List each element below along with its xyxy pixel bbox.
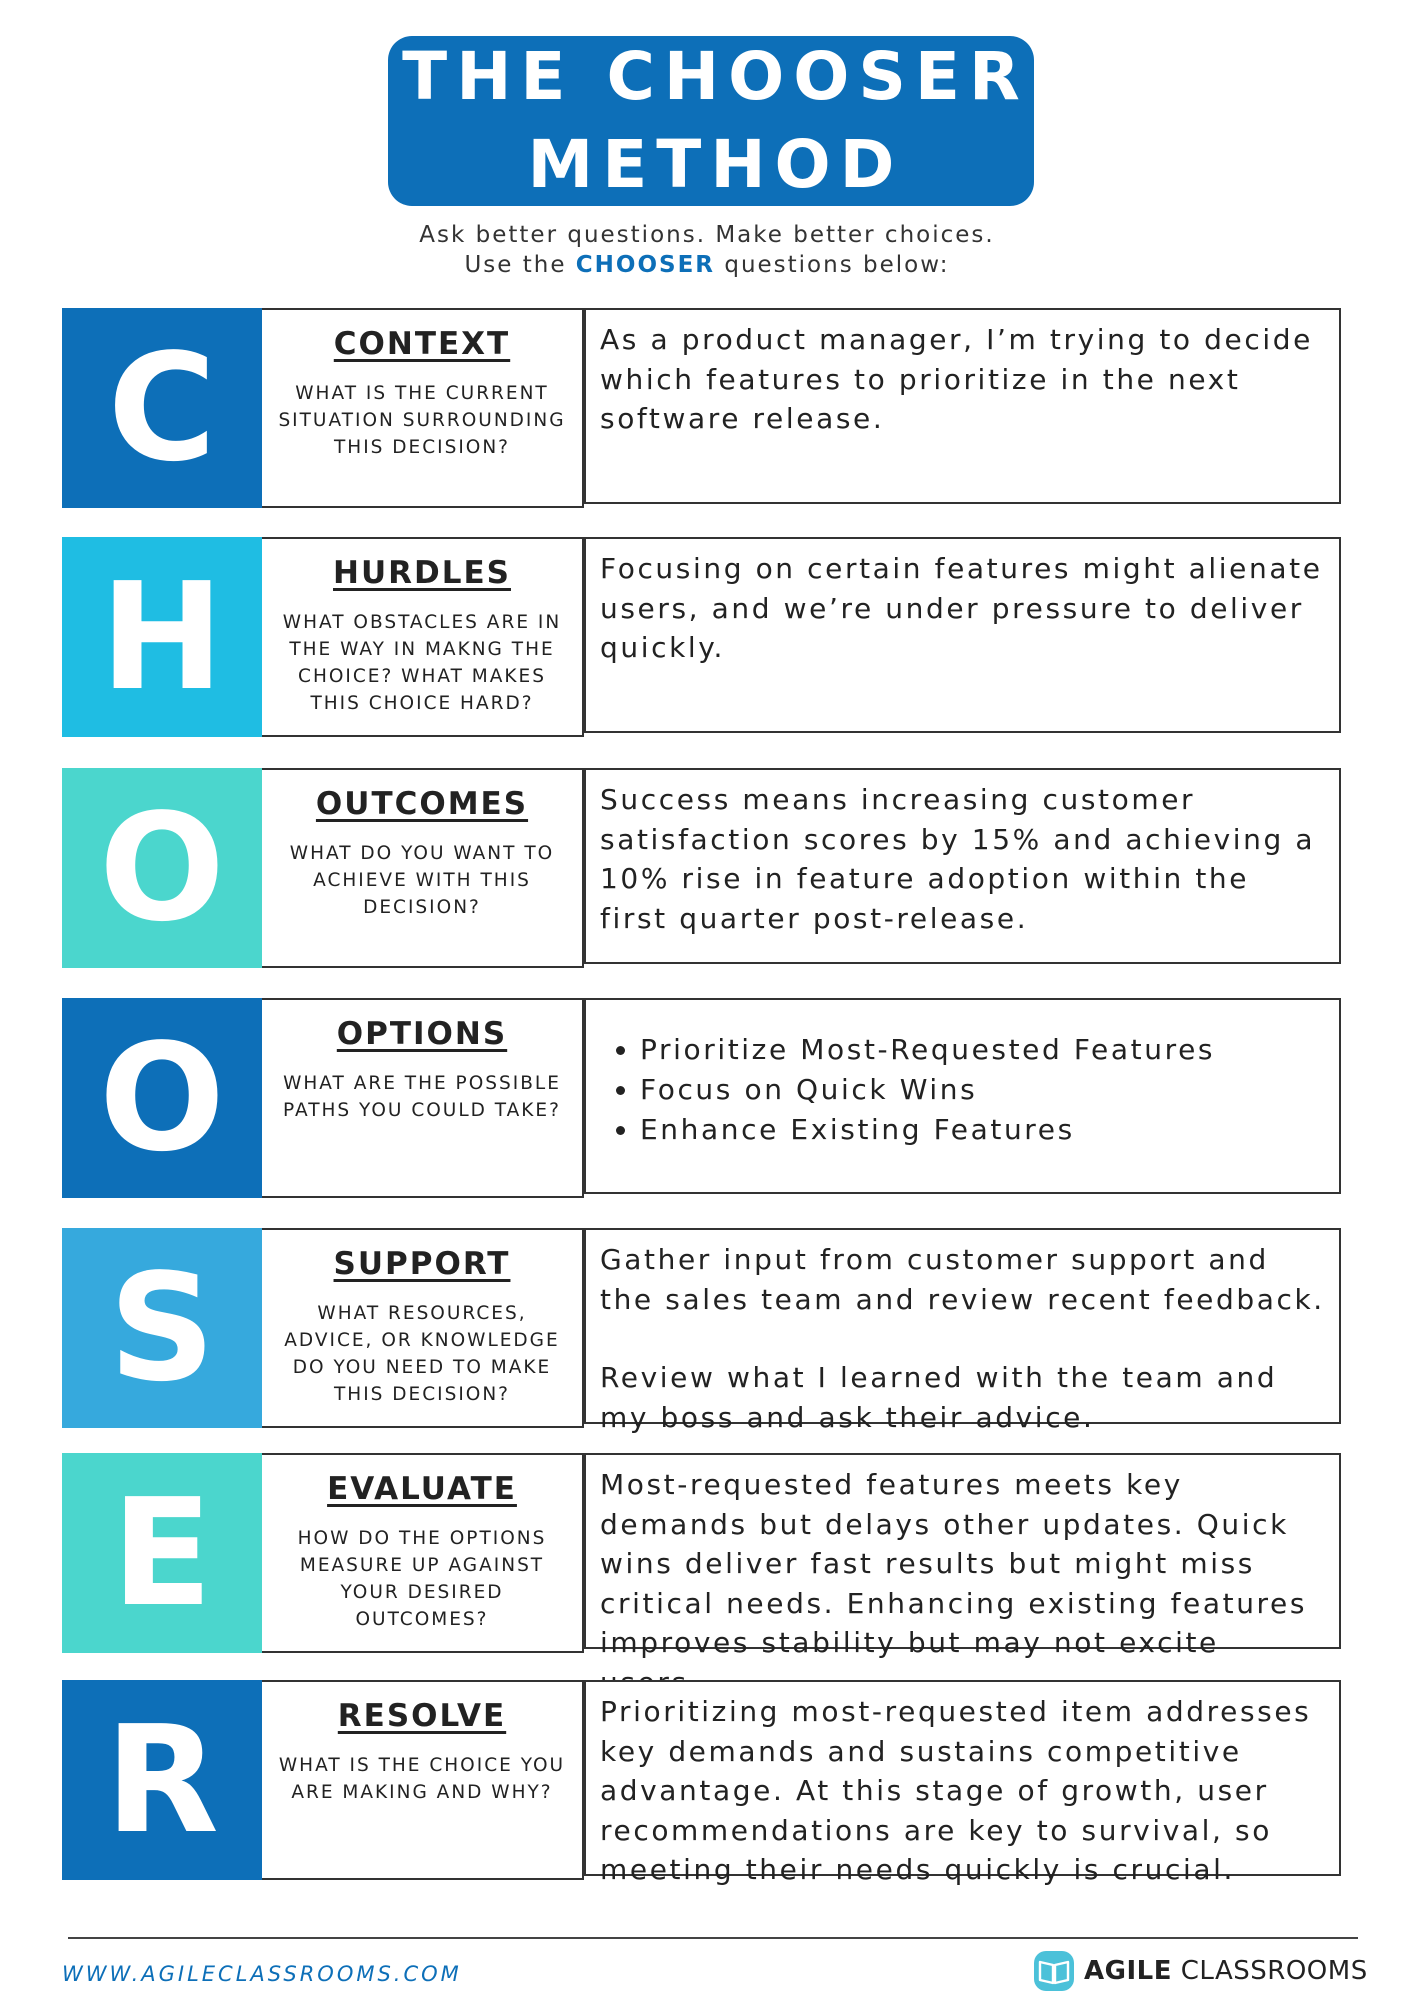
row-question: WHAT IS THE CHOICE YOU ARE MAKING AND WHY?: [278, 1755, 566, 1803]
answer-text: As a product manager, I’m trying to decide which features to prioritize in the next software release.: [600, 323, 1313, 435]
brand-logo: [1032, 1948, 1368, 1994]
row-heading: CONTEXT: [333, 326, 511, 362]
chooser-row-options: [62, 998, 1347, 1198]
row-letter: S: [62, 1228, 262, 1428]
answer-text: Gather input from customer support and the sales team and review recent feedback.: [600, 1243, 1325, 1316]
chooser-row-evaluate: [62, 1453, 1347, 1659]
option-item: • Prioritize Most-Requested Features: [640, 1030, 1327, 1070]
chooser-row-hurdles: [62, 537, 1347, 737]
answer-cell: [583, 1228, 1341, 1434]
row-heading: SUPPORT: [333, 1246, 511, 1282]
answer-text: Focusing on certain features might alienate users, and we’re under pressure to deliver quickly.: [600, 552, 1323, 664]
option-item: • Focus on Quick Wins: [640, 1070, 1327, 1110]
answer-cell: [583, 1453, 1341, 1659]
question-cell: [262, 1453, 584, 1653]
footer-url-link[interactable]: WWW.AGILECLASSROOMS.COM: [62, 1962, 462, 1986]
answer-text: Review what I learned with the team and my boss and ask their advice.: [600, 1361, 1278, 1434]
row-question: WHAT ARE THE POSSIBLE PATHS YOU COULD TAKE?: [283, 1073, 561, 1121]
subtitle-highlight: CHOOSER: [575, 252, 716, 278]
row-letter: E: [62, 1453, 262, 1653]
row-letter: O: [62, 768, 262, 968]
row-heading: EVALUATE: [327, 1471, 517, 1507]
options-list: [600, 1030, 1327, 1150]
answer-text: Prioritizing most-requested item addresses key demands and sustains competitive advantage. At this stage of growth, user recommendations are key to survival, so meeting their needs quickly is crucial.: [600, 1695, 1312, 1886]
answer-text: Most-requested features meets key demands but delays other updates. Quick wins deliver fast results but might miss critical needs. Enhancing existing features improves stability but may not excite: [600, 1468, 1308, 1659]
row-question: HOW DO THE OPTIONS MEASURE UP AGAINST YOUR DESIRED OUTCOMES?: [297, 1528, 547, 1630]
footer-divider: [68, 1937, 1358, 1939]
row-question: WHAT RESOURCES, ADVICE, OR KNOWLEDGE DO YOU NEED TO MAKE THIS DECISION?: [284, 1303, 560, 1405]
question-cell: [262, 308, 584, 508]
chooser-row-support: [62, 1228, 1347, 1434]
subtitle-pre: Use the: [464, 252, 576, 278]
title-banner: [388, 36, 1034, 206]
row-letter: C: [62, 308, 262, 508]
answer-cell: [583, 768, 1341, 964]
answer-text: Success means increasing customer satisfaction scores by 15% and achieving a 10% rise in feature adoption within the first quarter post-release.: [600, 783, 1316, 935]
row-heading: HURDLES: [333, 555, 511, 591]
answer-cell: [583, 537, 1341, 733]
subtitle-line-2: [0, 252, 1414, 278]
chooser-row-resolve: [62, 1680, 1347, 1886]
chooser-row-context: [62, 308, 1347, 508]
row-question: WHAT IS THE CURRENT SITUATION SURROUNDING THIS DECISION?: [278, 383, 566, 458]
row-letter: H: [62, 537, 262, 737]
open-book-icon: [1032, 1949, 1076, 1993]
brand-name: AGILE CLASSROOMS: [1084, 1956, 1368, 1986]
question-cell: [262, 1228, 584, 1428]
question-cell: [262, 998, 584, 1198]
title-line-2: METHOD: [527, 126, 904, 203]
subtitle-post: questions below:: [715, 252, 950, 278]
answer-cell: [583, 998, 1341, 1194]
title-line-1: THE CHOOSER: [402, 38, 1029, 115]
row-letter: R: [62, 1680, 262, 1880]
subtitle-line-1: Ask better questions. Make better choices.: [419, 222, 995, 248]
chooser-row-outcomes: [62, 768, 1347, 968]
row-heading: RESOLVE: [337, 1698, 507, 1734]
answer-cell: [583, 1680, 1341, 1886]
question-cell: [262, 768, 584, 968]
row-question: WHAT DO YOU WANT TO ACHIEVE WITH THIS DECISION?: [289, 843, 555, 918]
option-item: • Enhance Existing Features: [640, 1110, 1327, 1150]
answer-cell: [583, 308, 1341, 504]
row-question: WHAT OBSTACLES ARE IN THE WAY IN MAKNG THE CHOICE? WHAT MAKES THIS CHOICE HARD?: [282, 612, 562, 714]
row-heading: OPTIONS: [336, 1016, 508, 1052]
row-heading: OUTCOMES: [315, 786, 529, 822]
question-cell: [262, 537, 584, 737]
question-cell: [262, 1680, 584, 1880]
row-letter: O: [62, 998, 262, 1198]
